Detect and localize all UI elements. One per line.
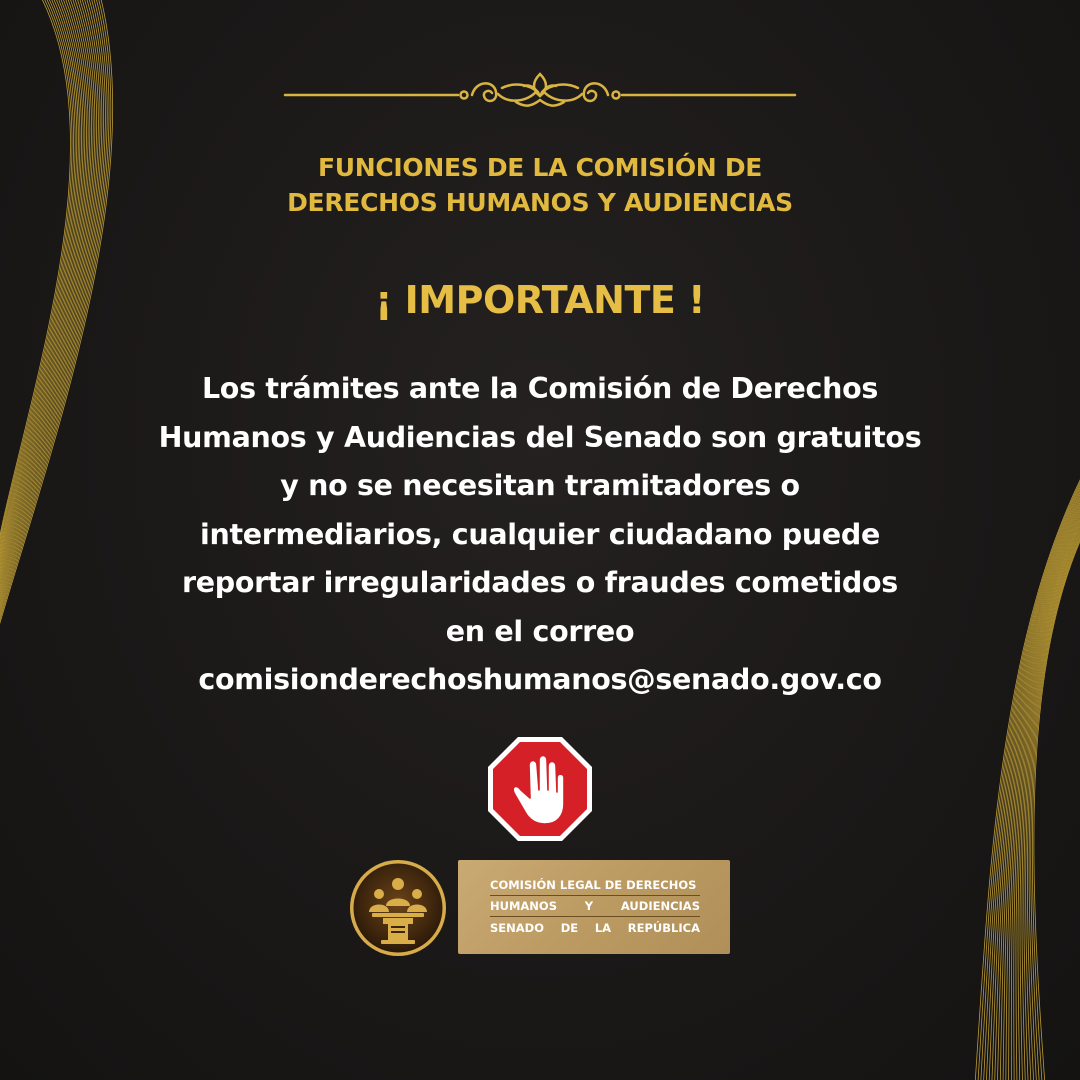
commission-logo-plate bbox=[458, 860, 730, 954]
notice-line: Los trámites ante la Comisión de Derechos bbox=[201, 372, 879, 405]
subtitle-line-1: FUNCIONES DE LA COMISIÓN DE bbox=[317, 153, 763, 182]
ornament-divider-icon bbox=[280, 62, 800, 132]
important-heading: ¡ IMPORTANTE ! bbox=[375, 278, 705, 322]
logo-word: LA bbox=[594, 921, 612, 935]
email-address: comisionderechoshumanos@senado.gov.co bbox=[198, 663, 882, 696]
logo-line-1: COMISIÓN LEGAL DE DERECHOS bbox=[490, 878, 697, 892]
logo-line-2 bbox=[490, 899, 700, 913]
gold-wave-line bbox=[1000, 492, 1080, 1080]
logo-word: Y bbox=[584, 899, 594, 913]
logo-word: DE bbox=[560, 921, 579, 935]
page-subtitle bbox=[190, 150, 890, 220]
logo-word: AUDIENCIAS bbox=[620, 899, 700, 913]
logo-word: HUMANOS bbox=[490, 899, 557, 913]
subtitle-line-2: DERECHOS HUMANOS Y AUDIENCIAS bbox=[287, 188, 793, 217]
notice-line: y no se necesitan tramitadores o bbox=[280, 469, 800, 502]
logo-word: SENADO bbox=[490, 921, 544, 935]
logo-line-3 bbox=[490, 921, 700, 935]
notice-line: reportar irregularidades o fraudes cometidos bbox=[182, 566, 898, 599]
logo-divider bbox=[490, 895, 700, 896]
notice-line: intermediarios, cualquier ciudadano puede bbox=[199, 517, 881, 551]
stop-hand-icon bbox=[487, 736, 593, 842]
logo-word: REPÚBLICA bbox=[627, 921, 700, 935]
notice-line: Humanos y Audiencias del Senado son gratuitos bbox=[158, 420, 922, 454]
commission-emblem-icon bbox=[348, 858, 448, 958]
notice-line: en el correo bbox=[445, 614, 635, 648]
logo-divider bbox=[490, 916, 700, 917]
notice-text bbox=[110, 365, 970, 705]
